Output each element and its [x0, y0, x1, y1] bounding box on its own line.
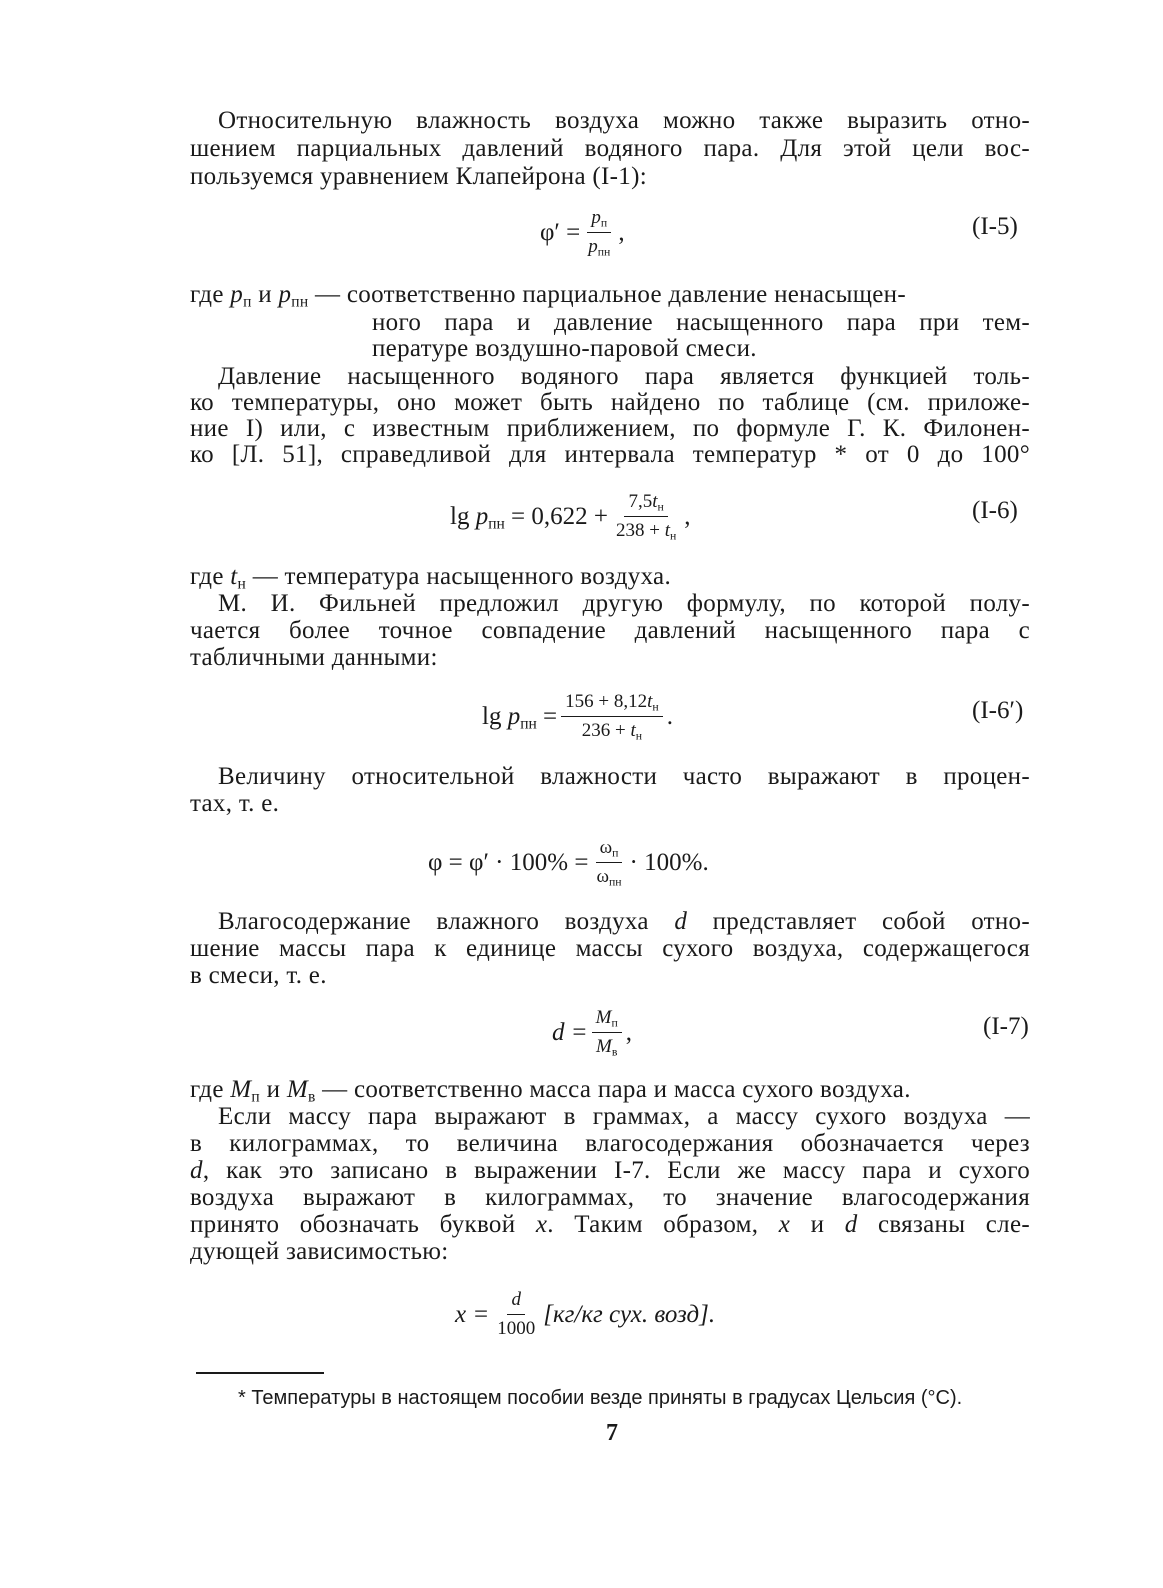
- paragraph-line: пературе воздушно-паровой смеси.: [372, 335, 757, 362]
- variable: t: [230, 563, 238, 590]
- paragraph-line: Если массу пара выражают в граммах, а массу сухого воздуха —: [218, 1103, 1030, 1130]
- paragraph-line: Относительную влажность воздуха можно также выразить отно-: [218, 107, 1030, 134]
- numerator: $\omega_п$: [596, 836, 623, 863]
- where-clause: [190, 1076, 1030, 1104]
- paragraph-line: принято обозначать буквой x. Таким образом, x и d связаны сле-: [190, 1211, 1030, 1238]
- where-text: — соответственно парциальное давление ненасыщен-: [308, 281, 906, 308]
- numerator-sub: п: [600, 216, 608, 230]
- fraction: [592, 836, 625, 889]
- where-word: где: [190, 1076, 231, 1103]
- variable-sub: п: [251, 1088, 261, 1106]
- formula-i6-prime: [482, 690, 673, 743]
- where-clause: [190, 281, 1030, 309]
- variable: p: [230, 281, 244, 308]
- denominator: $238 + t_н$: [616, 520, 677, 543]
- fraction: [612, 490, 680, 543]
- where-text: — соответственно масса пара и масса сухого воздуха.: [315, 1076, 911, 1103]
- formula-lhs: $\lg p_{пн} = 0,622$ +: [450, 502, 608, 533]
- variable-sub: п: [243, 293, 252, 311]
- fraction: [493, 1288, 539, 1341]
- formula-tail: · 100%.: [629, 848, 709, 876]
- formula-lhs: φ = φ′ · 100% =: [428, 848, 589, 876]
- formula-lhs: d =: [552, 1018, 588, 1046]
- formula-lhs: φ′ =: [540, 218, 581, 246]
- denominator-sub: пн: [597, 245, 611, 259]
- fraction: [561, 690, 663, 743]
- formula-lhs: x =: [455, 1300, 490, 1328]
- paragraph-line: ко температуры, оно может быть найдено по таблице (см. приложе-: [190, 389, 1030, 416]
- page-number: 7: [606, 1420, 618, 1446]
- paragraph-line: в смеси, т. е.: [190, 962, 327, 989]
- paragraph-line: дующей зависимостью:: [190, 1238, 449, 1265]
- formula-lhs: $\lg p_{пн}$ =: [482, 702, 558, 733]
- formula-x: [455, 1288, 715, 1341]
- denominator: 1000: [497, 1318, 536, 1339]
- formula-tail: ,: [618, 218, 625, 246]
- denominator: $M_в$: [595, 1036, 618, 1059]
- formula-phi-percent: [428, 836, 709, 889]
- unit-label: [кг/кг сух. возд].: [543, 1300, 716, 1328]
- paragraph-line: d, как это записано в выражении I-7. Если же массу пара и сухого: [190, 1157, 1030, 1184]
- where-word: где: [190, 281, 231, 308]
- denominator: $236 + t_н$: [581, 720, 643, 743]
- formula-i5: [540, 206, 625, 259]
- paragraph-line: ние I) или, с известным приближением, по формуле Г. К. Филонен-: [190, 415, 1030, 442]
- formula-i6: [450, 490, 691, 543]
- conjunction: и: [260, 1076, 287, 1103]
- variable: M: [286, 1076, 308, 1103]
- conjunction: и: [251, 281, 279, 308]
- equation-number: (I-6): [972, 497, 1018, 524]
- numerator: p: [591, 207, 601, 228]
- paragraph-line: шением парциальных давлений водяного пара. Для этой цели вос-: [190, 135, 1030, 162]
- variable-sub: пн: [291, 293, 309, 311]
- paragraph-line: ко [Л. 51], справедливой для интервала температур * от 0 до 100°: [190, 441, 1030, 468]
- fraction: [592, 1006, 622, 1059]
- formula-tail: ,: [625, 1018, 632, 1046]
- paragraph-line: воздуха выражают в килограммах, то значение влагосодержания: [190, 1184, 1030, 1211]
- paragraph-line: тах, т. е.: [190, 790, 280, 817]
- equation-number: (I-7): [983, 1013, 1029, 1040]
- fraction: [584, 206, 614, 259]
- variable-sub: н: [237, 575, 247, 593]
- paragraph-line: шение массы пара к единице массы сухого воздуха, содержащегося: [190, 935, 1030, 962]
- paragraph-line: табличными данными:: [190, 644, 438, 671]
- numerator: $156 + 8,12t_н$: [561, 690, 663, 717]
- denominator: p: [588, 236, 598, 257]
- equation-number: (I-6′): [972, 697, 1024, 724]
- paragraph-line: в килограммах, то величина влагосодержания обозначается через: [190, 1130, 1030, 1157]
- where-text: — температура насыщенного воздуха.: [246, 563, 671, 590]
- paragraph-line: чается более точное совпадение давлений насыщенного пара с: [190, 617, 1030, 644]
- where-word: где: [190, 563, 231, 590]
- paragraph-line: М. И. Фильней предложил другую формулу, по которой полу-: [218, 590, 1030, 617]
- variable: M: [230, 1076, 252, 1103]
- formula-i7: [552, 1006, 632, 1059]
- paragraph-line: Давление насыщенного водяного пара является функцией толь-: [218, 363, 1030, 390]
- variable-sub: в: [307, 1088, 316, 1106]
- formula-tail: .: [666, 702, 673, 730]
- paragraph-line: ного пара и давление насыщенного пара при тем-: [372, 309, 1030, 336]
- paragraph-line: Величину относительной влажности часто выражают в процен-: [218, 763, 1030, 790]
- numerator: $M_п$: [592, 1006, 622, 1033]
- variable: p: [278, 281, 292, 308]
- numerator: d: [507, 1288, 525, 1315]
- formula-tail: ,: [684, 502, 691, 530]
- denominator: $\omega_{пн}$: [596, 866, 622, 889]
- numerator: $7,5t_н$: [624, 490, 667, 517]
- footnote-rule: [196, 1372, 324, 1374]
- footnote: * Температуры в настоящем пособии везде приняты в градусах Цельсия (°С).: [238, 1387, 963, 1409]
- paragraph-line: пользуемся уравнением Клапейрона (I-1):: [190, 163, 647, 190]
- equation-number: (I-5): [972, 213, 1018, 240]
- where-clause: [190, 563, 1030, 591]
- paragraph-line: Влагосодержание влажного воздуха d представляет собой отно-: [218, 908, 1030, 935]
